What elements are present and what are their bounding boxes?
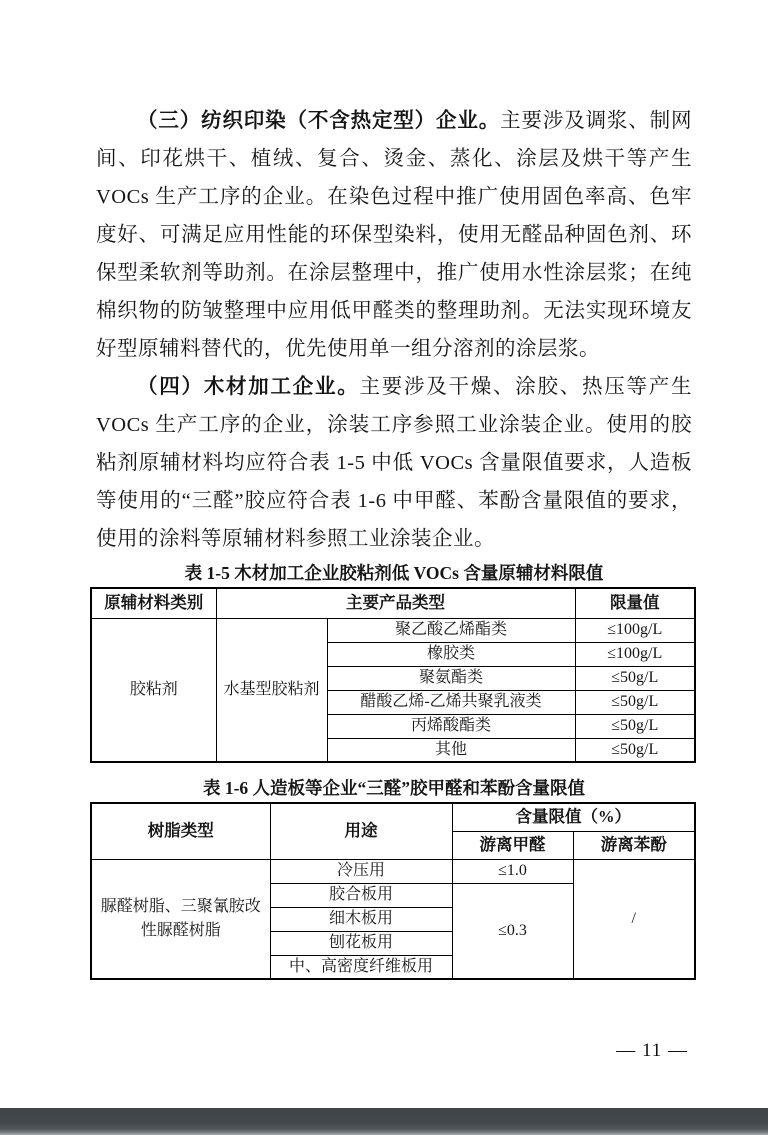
cell-limit: ≤50g/L bbox=[575, 690, 695, 714]
cell-limit: ≤50g/L bbox=[575, 738, 695, 762]
paragraph-line: 棉织物的防皱整理中应用低甲醛类的整理助剂。无法实现环境友 bbox=[96, 300, 692, 322]
cell-formaldehyde-limit: ≤1.0 bbox=[452, 859, 573, 883]
table-header-row bbox=[91, 588, 695, 618]
viewer-bottom-edge-bar bbox=[0, 1108, 768, 1135]
cell-usage: 胶合板用 bbox=[270, 883, 452, 907]
cell-product: 橡胶类 bbox=[327, 642, 575, 666]
paragraph-lead-text: 主要涉及干燥、涂胶、热压等产生 bbox=[359, 376, 692, 398]
table-header-row bbox=[91, 803, 695, 831]
table-1-6-caption: 表 1-6 人造板等企业“三醛”胶甲醛和苯酚含量限值 bbox=[202, 778, 586, 798]
paragraph-line: 使用的涂料等原辅材料参照工业涂装企业。 bbox=[96, 528, 495, 550]
header-material-category: 原辅材料类别 bbox=[91, 588, 216, 618]
paragraph-line: 间、印花烘干、植绒、复合、烫金、蒸化、涂层及烘干等产生 bbox=[96, 148, 692, 170]
cell-usage: 中、高密度纤维板用 bbox=[270, 955, 452, 979]
cell-product: 丙烯酸酯类 bbox=[327, 714, 575, 738]
cell-limit: ≤50g/L bbox=[575, 714, 695, 738]
table-row bbox=[91, 859, 695, 883]
cell-resin-type: 脲醛树脂、三聚氰胺改性脲醛树脂 bbox=[91, 859, 270, 979]
cell-product: 聚氨酯类 bbox=[327, 666, 575, 690]
cell-material-category: 胶粘剂 bbox=[91, 618, 216, 762]
paragraph-line: VOCs 生产工序的企业，涂装工序参照工业涂装企业。使用的胶 bbox=[96, 414, 692, 436]
page-content bbox=[96, 102, 692, 980]
cell-product: 其他 bbox=[327, 738, 575, 762]
paragraph-lead-heading: （三）纺织印染（不含热定型）企业。 bbox=[137, 110, 501, 132]
table-1-6-formaldehyde-phenol-limits bbox=[90, 802, 696, 980]
paragraph-line: 保型柔软剂等助剂。在涂层整理中，推广使用水性涂层浆；在纯 bbox=[96, 262, 692, 284]
cell-limit: ≤50g/L bbox=[575, 666, 695, 690]
paragraph-line bbox=[96, 368, 692, 406]
header-resin-type: 树脂类型 bbox=[91, 803, 270, 859]
paragraph-wood-processing bbox=[96, 368, 692, 558]
cell-subcategory: 水基型胶粘剂 bbox=[216, 618, 327, 762]
header-free-phenol: 游离苯酚 bbox=[573, 831, 695, 859]
cell-phenol-limit: / bbox=[573, 859, 695, 979]
header-usage: 用途 bbox=[270, 803, 452, 859]
table-1-5-adhesive-voc-limits bbox=[90, 587, 696, 763]
paragraph-lead-text: 主要涉及调浆、制网 bbox=[500, 110, 693, 132]
table-1-5-caption: 表 1-5 木材加工企业胶粘剂低 VOCs 含量原辅材料限值 bbox=[184, 563, 604, 583]
paragraph-line: 度好、可满足应用性能的环保型染料，使用无醛品种固色剂、环 bbox=[96, 224, 692, 246]
cell-formaldehyde-limit: ≤0.3 bbox=[452, 883, 573, 979]
paragraph-line bbox=[96, 102, 692, 140]
paragraph-textile-printing bbox=[96, 102, 692, 368]
cell-usage: 细木板用 bbox=[270, 907, 452, 931]
paragraph-lead-heading: （四）木材加工企业。 bbox=[137, 376, 360, 398]
cell-limit: ≤100g/L bbox=[575, 642, 695, 666]
table-row bbox=[91, 618, 695, 642]
cell-usage: 冷压用 bbox=[270, 859, 452, 883]
header-limit-value: 限量值 bbox=[575, 588, 695, 618]
paragraph-line: VOCs 生产工序的企业。在染色过程中推广使用固色率高、色牢 bbox=[96, 186, 692, 208]
paragraph-line: 好型原辅料替代的，优先使用单一组分溶剂的涂层浆。 bbox=[96, 338, 600, 360]
page-number: — 11 — bbox=[616, 1040, 688, 1061]
paragraph-line: 等使用的“三醛”胶应符合表 1-6 中甲醛、苯酚含量限值的要求， bbox=[96, 490, 692, 512]
header-content-limit-group: 含量限值（%） bbox=[452, 803, 695, 831]
cell-usage: 刨花板用 bbox=[270, 931, 452, 955]
cell-product: 醋酸乙烯-乙烯共聚乳液类 bbox=[327, 690, 575, 714]
cell-limit: ≤100g/L bbox=[575, 618, 695, 642]
paragraph-line: 粘剂原辅材料均应符合表 1-5 中低 VOCs 含量限值要求，人造板 bbox=[96, 452, 692, 474]
header-product-type: 主要产品类型 bbox=[216, 588, 575, 618]
cell-product: 聚乙酸乙烯酯类 bbox=[327, 618, 575, 642]
header-free-formaldehyde: 游离甲醛 bbox=[452, 831, 573, 859]
